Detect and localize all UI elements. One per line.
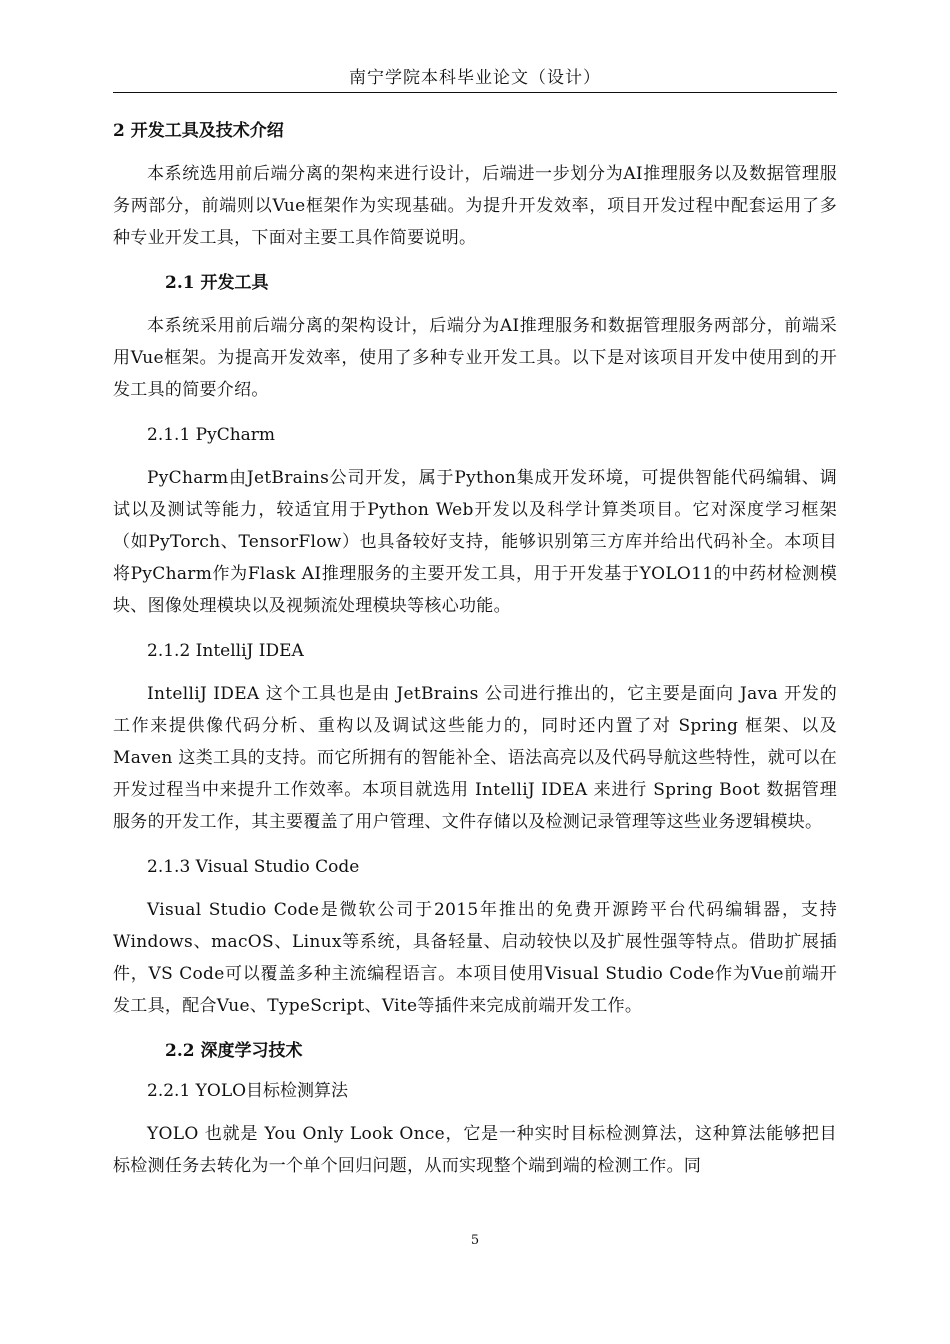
paragraph: Visual Studio Code是微软公司于2015年推出的免费开源跨平台代码编辑器，支持Windows、macOS、Linux等系统，具备轻量、启动较快以及扩展性强等特点。借助扩展插件，VS Code可以覆盖多种主流编程语言。本项目使用Visual Studio Code作为Vue前端开发工具，配合Vue、TypeScript、Vite等插件来完成前端开发工作。 [113,900,837,1016]
subsubsection-heading: 2.1.2 IntelliJ IDEA [147,641,304,661]
subsection-heading: 2.1 开发工具 [165,273,269,293]
paragraph: YOLO 也就是 You Only Look Once，它是一种实时目标检测算法，这种算法能够把目标检测任务去转化为一个单个回归问题，从而实现整个端到端的检测工作。同 [113,1124,837,1176]
page-body [113,118,837,1182]
paragraph: 本系统采用前后端分离的架构设计，后端分为AI推理服务和数据管理服务两部分，前端采用Vue框架。为提高开发效率，使用了多种专业开发工具。以下是对该项目开发中使用到的开发工具的简要介绍。 [113,316,837,400]
subsection-heading: 2.2 深度学习技术 [165,1041,303,1061]
subsubsection-heading: 2.1.3 Visual Studio Code [147,857,360,877]
section-heading: 2 开发工具及技术介绍 [113,121,284,141]
paragraph: 本系统选用前后端分离的架构来进行设计，后端进一步划分为AI推理服务以及数据管理服务两部分，前端则以Vue框架作为实现基础。为提升开发效率，项目开发过程中配套运用了多种专业开发工具，下面对主要工具作简要说明。 [113,164,837,248]
page-number: 5 [470,1233,480,1248]
paragraph: IntelliJ IDEA 这个工具也是由 JetBrains 公司进行推出的，它主要是面向 Java 开发的工作来提供像代码分析、重构以及调试这些能力的，同时还内置了对 Spring 框架、以及 Maven 这类工具的支持。而它所拥有的智能补全、语法高亮以及代码导航这些特性，就可以在开发过程当中来提升工作效率。本项目就选用 IntelliJ IDEA 来进行 Spring Boot 数据管理服务的开发工作，其主要覆盖了用户管理、文件存储以及检测记录管理等这些业务逻辑模块。 [113,684,837,832]
subsubsection-heading: 2.2.1 YOLO目标检测算法 [147,1081,349,1101]
running-header: 南宁学院本科毕业论文（设计） [349,68,601,88]
header-divider [113,92,837,93]
subsubsection-heading: 2.1.1 PyCharm [147,425,276,445]
paragraph: PyCharm由JetBrains公司开发，属于Python集成开发环境，可提供智能代码编辑、调试以及测试等能力，较适宜用于Python Web开发以及科学计算类项目。它对深度学习框架（如PyTorch、TensorFlow）也具备较好支持，能够识别第三方库并给出代码补全。本项目将PyCharm作为Flask AI推理服务的主要开发工具，用于开发基于YOLO11的中药材检测模块、图像处理模块以及视频流处理模块等核心功能。 [113,468,837,616]
